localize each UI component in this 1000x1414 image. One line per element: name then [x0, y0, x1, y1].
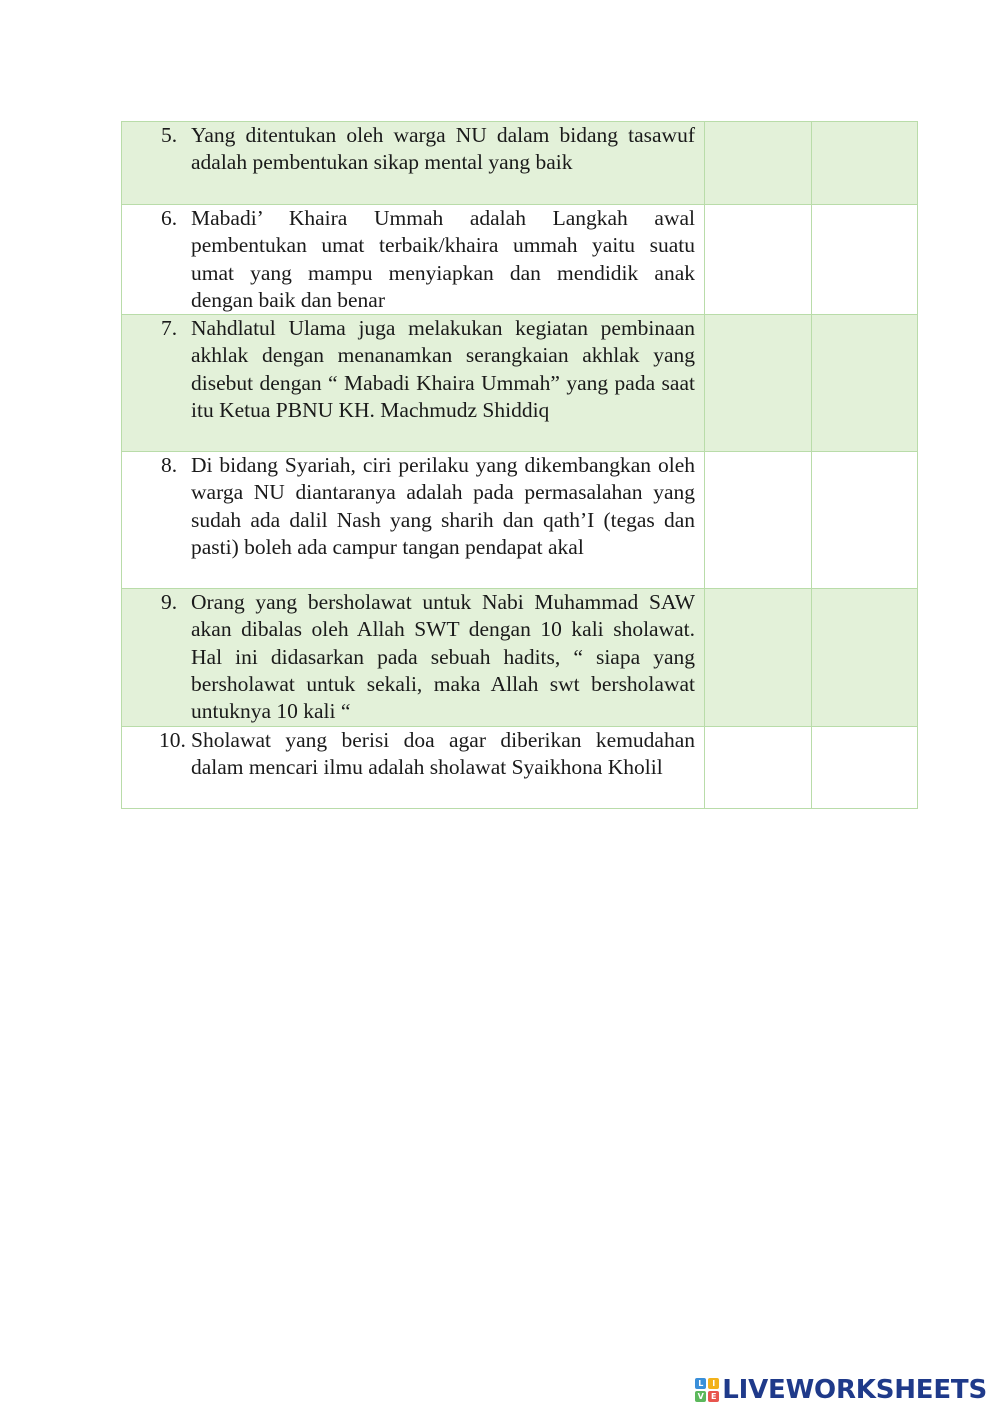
statement-text: Nahdlatul Ulama juga melakukan kegiatan pembinaan akhlak dengan menanamkan serangkaian akhlak yang disebut dengan “ Mabadi Khaira Ummah” yang pada saat itu Ketua PBNU KH. Machmudz Shiddiq	[191, 316, 695, 423]
statement-number: 9.	[161, 590, 178, 615]
answer-cell-true[interactable]	[705, 726, 812, 808]
statement-cell	[122, 589, 705, 726]
answer-cell-true[interactable]	[705, 205, 812, 315]
statement-text: Yang ditentukan oleh warga NU dalam bidang tasawuf adalah pembentukan sikap mental yang baik	[191, 123, 695, 175]
statement-text: Di bidang Syariah, ciri perilaku yang dikembangkan oleh warga NU diantaranya adalah pada permasalahan yang sudah ada dalil Nash yang sharih dan qath’I (tegas dan pasti) boleh ada campur tangan pendapat akal	[191, 453, 695, 560]
answer-cell-false[interactable]	[812, 122, 918, 205]
answer-cell-false[interactable]	[812, 205, 918, 315]
answer-cell-true[interactable]	[705, 122, 812, 205]
answer-cell-false[interactable]	[812, 589, 918, 726]
answer-cell-false[interactable]	[812, 315, 918, 452]
statement-row-6	[122, 205, 918, 315]
statement-row-7	[122, 315, 918, 452]
statement-row-9	[122, 589, 918, 726]
statement-row-8	[122, 452, 918, 589]
statement-cell	[122, 205, 705, 315]
brand-wordmark: LIVEWORKSHEETS	[722, 1375, 987, 1405]
statement-number: 6.	[161, 206, 178, 230]
statement-number: 10.	[159, 727, 186, 752]
answer-cell-true[interactable]	[705, 452, 812, 589]
liveworksheets-logo-icon: L I V E	[695, 1378, 719, 1402]
statement-cell	[122, 122, 705, 205]
statement-text: Mabadi’ Khaira Ummah adalah Langkah awal pembentukan umat terbaik/khaira ummah yaitu suatu umat yang mampu menyiapkan dan mendidik anak dengan baik dan benar	[191, 206, 695, 312]
answer-cell-true[interactable]	[705, 589, 812, 726]
statement-cell	[122, 726, 705, 808]
statement-row-5	[122, 122, 918, 205]
statement-row-10	[122, 726, 918, 808]
statement-cell	[122, 315, 705, 452]
answer-cell-false[interactable]	[812, 452, 918, 589]
statement-cell	[122, 452, 705, 589]
statement-number: 5.	[161, 123, 178, 147]
statement-number: 7.	[161, 316, 178, 341]
statement-text: Orang yang bersholawat untuk Nabi Muhammad SAW akan dibalas oleh Allah SWT dengan 10 kali sholawat. Hal ini didasarkan pada sebuah hadits, “ siapa yang bersholawat untuk sekali, maka Allah swt bersholawat untuknya 10 kali “	[191, 590, 695, 724]
statement-text: Sholawat yang berisi doa agar diberikan kemudahan dalam mencari ilmu adalah sholawat Syaikhona Kholil	[191, 727, 695, 779]
statement-table	[121, 121, 918, 809]
answer-cell-false[interactable]	[812, 726, 918, 808]
liveworksheets-brand[interactable]	[695, 1373, 987, 1407]
statement-number: 8.	[161, 453, 178, 478]
answer-cell-true[interactable]	[705, 315, 812, 452]
